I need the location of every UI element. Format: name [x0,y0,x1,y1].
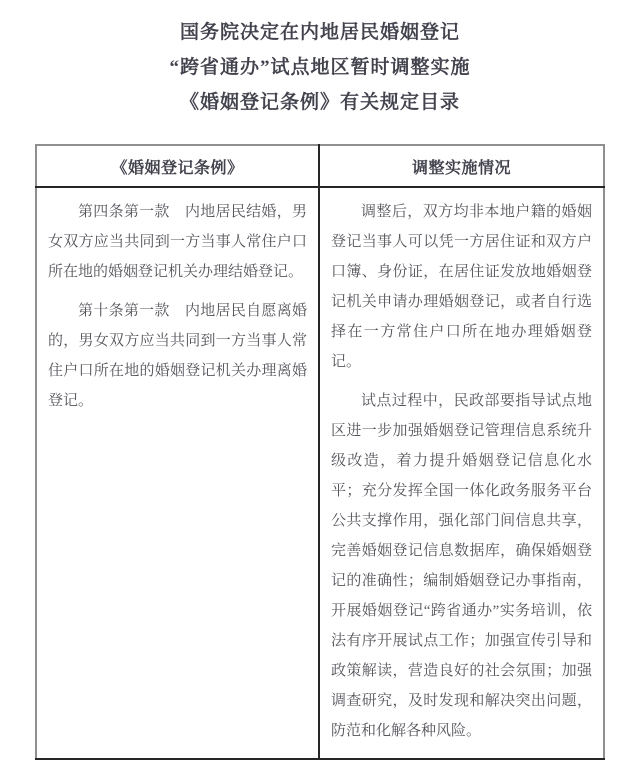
document-title [0,0,640,120]
column-header-regulation: 《婚姻登记条例》 [36,145,319,187]
table-body-row [36,187,604,759]
title-line-1: 国务院决定在内地居民婚姻登记 [179,22,460,43]
cell-regulation-provisions [36,187,319,759]
table-header-row [36,145,604,187]
cell-adjustment-details [319,187,604,759]
title-line-3: 《婚姻登记条例》有关规定目录 [179,92,460,113]
regulation-paragraph-article4: 第四条第一款 内地居民结婚，男女双方应当共同到一方当事人常住户口所在地的婚姻登记机关办理结婚登记。 [48,204,307,280]
adjustment-paragraph-2: 试点过程中，民政部要指导试点地区进一步加强婚姻登记管理信息系统升级改造，着力提升婚姻登记信息化水平；充分发挥全国一体化政务服务平台公共支撑作用，强化部门间信息共享，完善婚姻登记信息数据库，确保婚姻登记的准确性；编制婚姻登记办事指南，开展婚姻登记“跨省通办”实务培训，依法有序开展试点工作；加强宣传引导和政策解读，营造良好的社会氛围；加强调查研究，及时发现和解决突出问题，防范和化解各种风险。 [331,393,592,739]
column-header-adjustment: 调整实施情况 [319,145,604,187]
title-line-2: “跨省通办”试点地区暂时调整实施 [169,57,471,78]
regulation-adjustment-table [35,144,605,760]
regulation-paragraph-article10: 第十条第一款 内地居民自愿离婚的，男女双方应当共同到一方当事人常住户口所在地的婚姻登记机关办理离婚登记。 [48,303,307,409]
adjustment-paragraph-1: 调整后，双方均非本地户籍的婚姻登记当事人可以凭一方居住证和双方户口簿、身份证，在居住证发放地婚姻登记机关申请办理婚姻登记，或者自行选择在一方常住户口所在地办理婚姻登记。 [331,204,592,370]
